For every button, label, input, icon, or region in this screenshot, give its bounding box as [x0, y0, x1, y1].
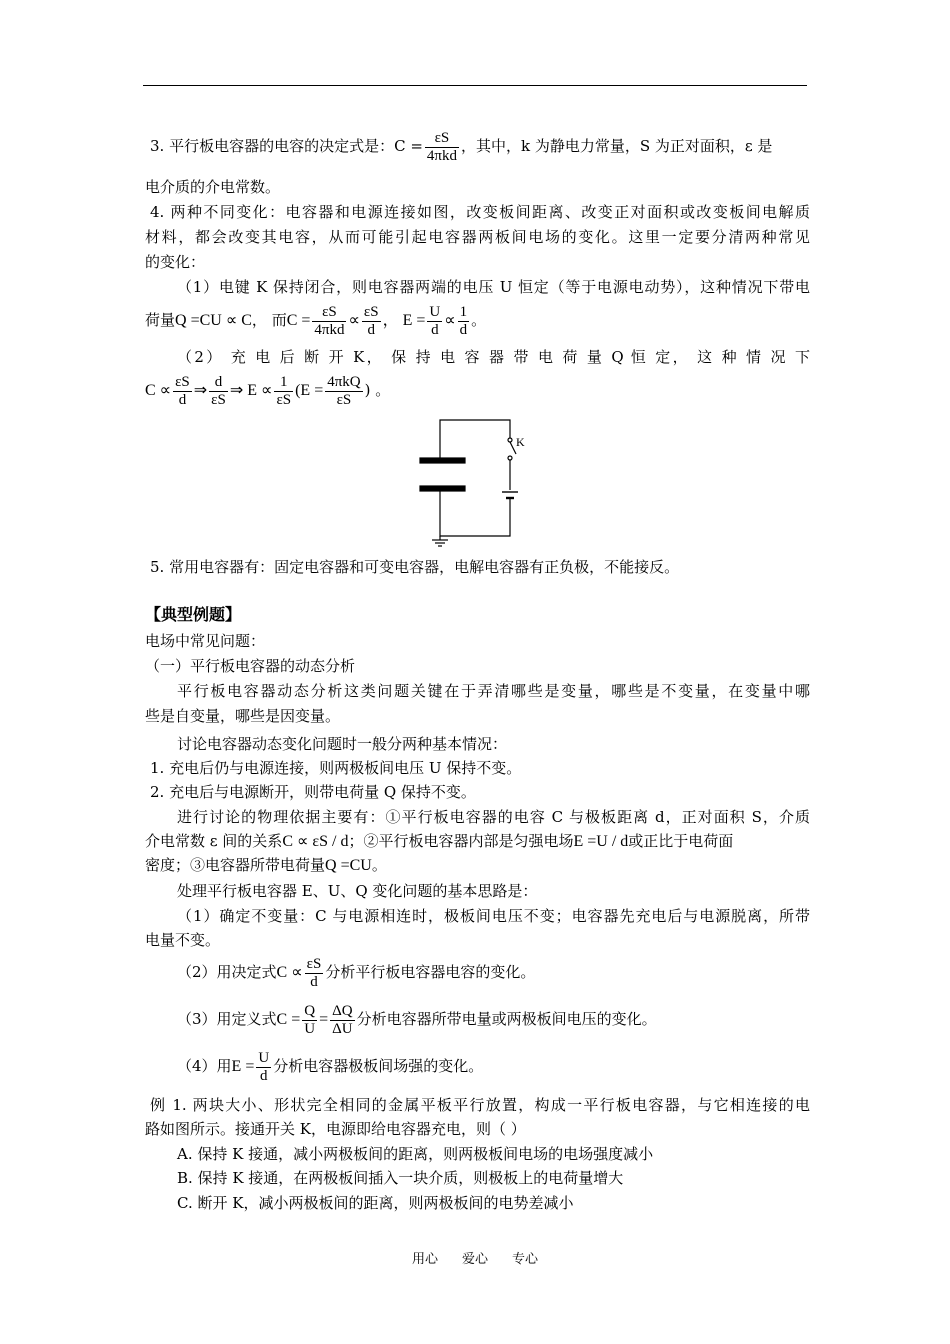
footer-word: 专心: [512, 1252, 539, 1267]
basis-line3: 密度；③电容器所带电荷量Q =CU。: [145, 856, 387, 874]
item4-case1-line1: （1）电键 K 保持闭合，则电容器两端的电压 U 恒定（等于电源电动势），这种情况下带电: [177, 278, 810, 296]
basis-line2: 介电常数 ε 间的关系C ∝ εS / d；②平行板电容器内部是匀强电场E =U / d或正比于电荷面: [145, 832, 734, 850]
case1: 1. 充电后仍与电源连接，则两极板间电压 U 保持不变。: [150, 759, 522, 777]
para1-line2: 些是自变量，哪些是因变量。: [145, 707, 341, 725]
idea2: （2）用决定式C ∝ $\frac{\varepsilon S}{d}$ 分析平行板电容器电容的变化。: [177, 955, 536, 990]
item4-line3: 的变化：: [145, 253, 206, 271]
section-intro: 电场中常见问题：: [145, 632, 266, 650]
item4-line2: 材料，都会改变其电容，从而可能引起电容器两板间电场的变化。这里一定要分清两种常见: [145, 228, 810, 246]
case2: 2. 充电后与电源断开，则带电荷量 Q 保持不变。: [150, 783, 476, 801]
idea1-line1: （1）确定不变量：C 与电源相连时，极板间电压不变；电容器先充电后与电源脱离，所带: [177, 907, 810, 925]
example1-line1: 例 1. 两块大小、形状完全相同的金属平板平行放置，构成一平行板电容器，与它相连接的电: [150, 1096, 810, 1114]
section-title: 【典型例题】: [145, 605, 242, 624]
subsection-title: （一）平行板电容器的动态分析: [145, 657, 356, 675]
example1-option-c: C. 断开 K，减小两极板间的距离，则两极板间的电势差减小: [177, 1194, 574, 1212]
footer-word: 用心: [411, 1252, 438, 1267]
example1-line2: 路如图所示。接通开关 K，电源即给电容器充电，则（ ）: [145, 1120, 526, 1138]
header-rule: [143, 85, 807, 86]
capacitor-circuit-diagram: [415, 418, 535, 548]
item5: 5. 常用电容器有：固定电容器和可变电容器，电解电容器有正负极，不能接反。: [150, 558, 680, 576]
item4-case2-line2: C ∝ $\frac{\varepsilon S}{d}$ ⇒ $\frac{d}{\varepsilon S}$ ⇒ E ∝ $\frac{1}{\varepsilon S}$ (E = $\frac{\text{4πkQ}}{\varepsilon S}$ ) 。: [145, 373, 391, 408]
item3-line2: 电介质的介电常数。: [145, 178, 281, 196]
idea1-line2: 电量不变。: [145, 931, 221, 949]
example1-option-a: A. 保持 K 接通，减小两极板间的距离，则两极板间电场的电场强度减小: [177, 1145, 654, 1163]
basis-line1: 进行讨论的物理依据主要有：①平行板电容器的电容 C 与极板距离 d，正对面积 S，介质: [177, 808, 810, 826]
idea3: （3）用定义式C = $\frac{Q}{U}$ = $\frac{\Delta Q}{\Delta U}$ 分析电容器所带电量或两极板间电压的变化。: [177, 1002, 657, 1037]
item3-line1: 3. 平行板电容器的电容的决定式是：C = $\frac{\varepsilon S}{\text{4πkd}}$ ，其中，k 为静电力常量，S 为正对面积，ε 是: [150, 129, 773, 164]
idea4: （4）用E = $\frac{U}{d}$ 分析电容器极板间场强的变化。: [177, 1049, 484, 1084]
example1-option-b: B. 保持 K 接通，在两极板间插入一块介质，则极板上的电荷量增大: [177, 1169, 624, 1187]
page-footer: [0, 1248, 950, 1267]
fraction: $\frac{\varepsilon S}{\text{4πkd}}$: [426, 129, 457, 164]
ideas-title: 处理平行板电容器 E、U、Q 变化问题的基本思路是：: [177, 882, 538, 900]
item4-case1-line2: 荷量Q =CU ∝ C， 而C = $\frac{\varepsilon S}{\text{4πkd}}$ ∝ $\frac{\varepsilon S}{d}$ ， E = $\frac{U}{d}$ ∝ $\frac{1}{d}$ 。: [145, 303, 487, 338]
para2: 讨论电容器动态变化问题时一般分两种基本情况：: [177, 735, 508, 753]
footer-word: 爱心: [461, 1252, 488, 1267]
item4-line1: 4. 两种不同变化：电容器和电源连接如图，改变板间距离、改变正对面积或改变板间电解质: [150, 203, 810, 221]
para1-line1: 平行板电容器动态分析这类问题关键在于弄清哪些是变量，哪些是不变量，在变量中哪: [177, 682, 810, 700]
switch-label: K: [516, 435, 525, 449]
item4-case2-line1: （2） 充 电 后 断 开 K， 保 持 电 容 器 带 电 荷 量 Q 恒 定， 这 种 情 况 下: [177, 348, 810, 366]
